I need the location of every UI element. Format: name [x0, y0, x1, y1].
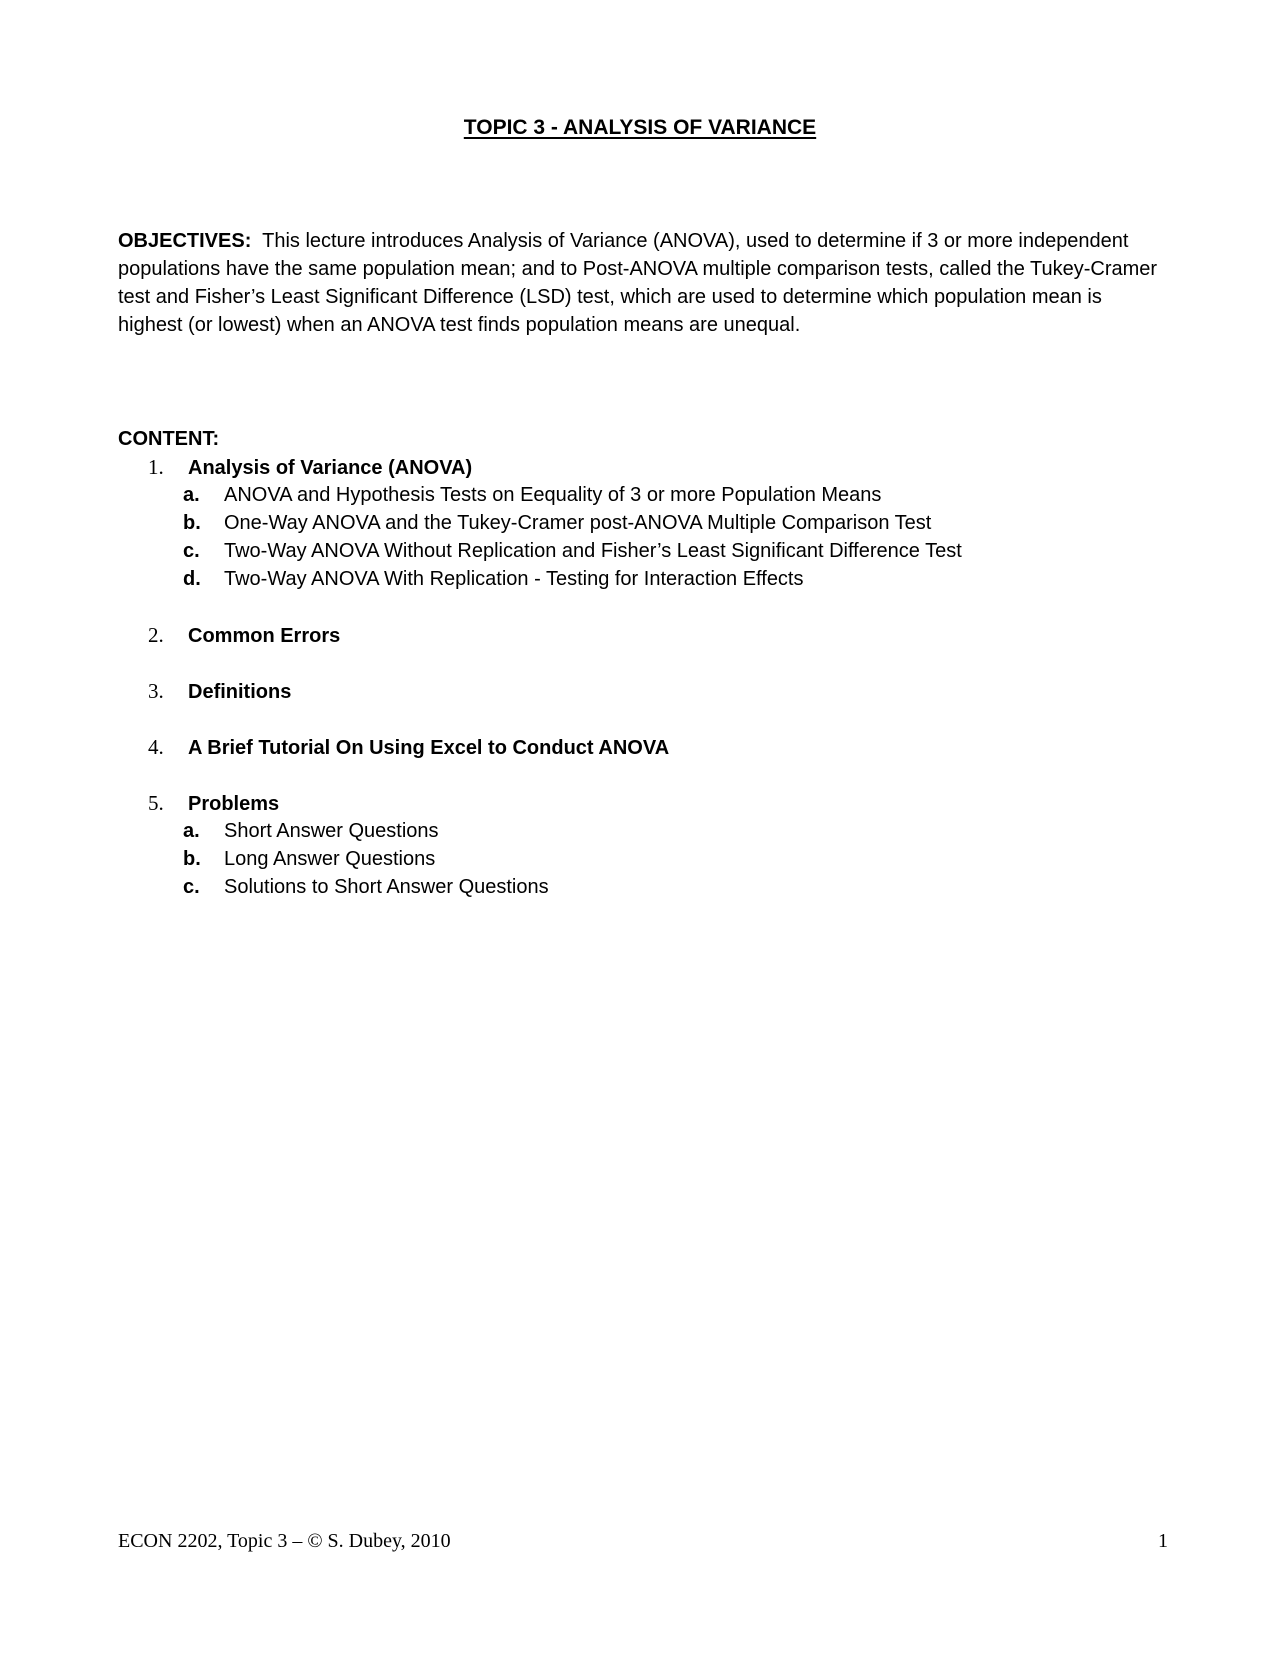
sub-item-letter: c. — [183, 540, 200, 562]
objectives-paragraph — [118, 227, 1168, 339]
sub-item-label: Solutions to Short Answer Questions — [224, 876, 549, 898]
item-label: Definitions — [188, 681, 292, 703]
content-item-common-errors — [118, 621, 1168, 649]
item-number: 1. — [148, 455, 164, 479]
content-item-excel-tutorial — [118, 733, 1168, 761]
content-heading: CONTENT: — [118, 428, 220, 450]
sublist-problems — [118, 817, 1168, 901]
sub-item — [118, 481, 1168, 509]
sub-item-label: Long Answer Questions — [224, 848, 436, 870]
sub-item-letter: d. — [183, 568, 201, 590]
objectives-label: OBJECTIVES: — [118, 230, 252, 252]
footer-text: ECON 2202, Topic 3 – © S. Dubey, 2010 — [118, 1530, 451, 1552]
sub-item — [118, 509, 1168, 537]
sub-item-label: Two-Way ANOVA Without Replication and Fisher’s Least Significant Difference Test — [224, 540, 962, 562]
item-label: Analysis of Variance (ANOVA) — [188, 457, 473, 479]
page-number: 1 — [1158, 1530, 1168, 1552]
page-title: TOPIC 3 - ANALYSIS OF VARIANCE — [463, 116, 817, 139]
content-item-definitions — [118, 677, 1168, 705]
item-number: 4. — [148, 735, 164, 759]
sublist-anova — [118, 481, 1168, 593]
sub-item-label: Two-Way ANOVA With Replication - Testing for Interaction Effects — [224, 568, 804, 590]
sub-item-letter: c. — [183, 876, 200, 898]
sub-item-letter: b. — [183, 848, 201, 870]
sub-item-label: Short Answer Questions — [224, 820, 439, 842]
sub-item — [118, 537, 1168, 565]
sub-item-label: One-Way ANOVA and the Tukey-Cramer post-ANOVA Multiple Comparison Test — [224, 512, 932, 534]
item-number: 2. — [148, 623, 164, 647]
sub-item-letter: b. — [183, 512, 201, 534]
sub-item — [118, 565, 1168, 593]
content-item-problems — [118, 789, 1168, 901]
content-list — [118, 453, 1168, 929]
objectives-text: This lecture introduces Analysis of Variance (ANOVA), used to determine if 3 or more independent populations have the same population mean; and to Post-ANOVA multiple comparison tests, called the Tukey-Cramer test and Fisher’s Least Significant Difference (LSD) test, which are used to determine which population mean is highest (or lowest) when an ANOVA test finds population means are unequal. — [118, 230, 1158, 336]
content-item-anova — [118, 453, 1168, 593]
item-number: 5. — [148, 791, 164, 815]
item-label: Problems — [188, 793, 280, 815]
item-label: Common Errors — [188, 625, 341, 647]
sub-item — [118, 873, 1168, 901]
item-label: A Brief Tutorial On Using Excel to Conduct ANOVA — [188, 737, 670, 759]
sub-item-label: ANOVA and Hypothesis Tests on Eequality of 3 or more Population Means — [224, 484, 882, 506]
sub-item-letter: a. — [183, 820, 200, 842]
page-footer — [118, 1527, 1168, 1555]
sub-item-letter: a. — [183, 484, 200, 506]
sub-item — [118, 817, 1168, 845]
sub-item — [118, 845, 1168, 873]
item-number: 3. — [148, 679, 164, 703]
